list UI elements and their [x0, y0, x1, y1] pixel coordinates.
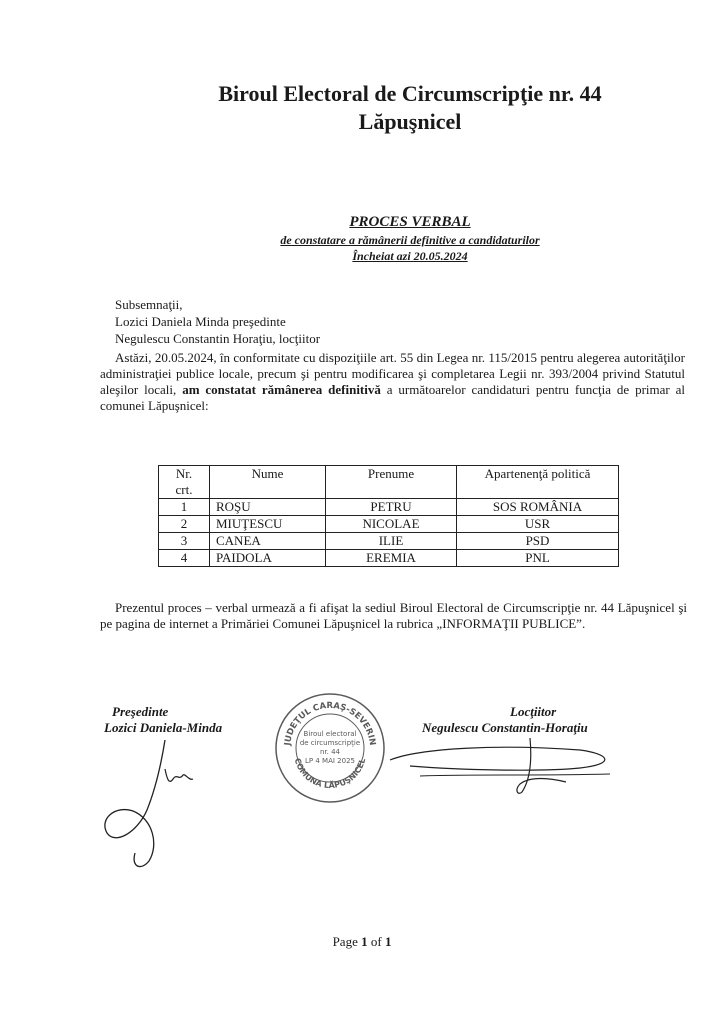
- footer-page-of: of: [367, 934, 385, 949]
- deputy-signature-scribble: [380, 730, 630, 800]
- table-row: [159, 550, 619, 567]
- cell-prenume: ILIE: [326, 533, 457, 550]
- body1-text-start: Astăzi, 20.05.2024, în conformitate cu dispoziţiile art. 55 din Legea nr. 115/2015 pentru alegerea autorităţilor administraţiei publice locale, precum şi pentru modificarea şi completarea Legii nr. 393/2004 privind Statutul aleşilor locali,: [100, 350, 685, 397]
- table-header-row: [159, 466, 619, 499]
- cell-nume: MIUŢESCU: [210, 516, 326, 533]
- stamp-outer-top: JUDEŢUL CARAŞ-SEVERIN: [283, 700, 378, 747]
- footer-page-current: 1: [361, 934, 368, 949]
- footer-page-prefix: Page: [332, 934, 362, 949]
- signature-left-role: Preşedinte: [112, 704, 169, 719]
- stamp-line4: LP 4 MAI 2025: [305, 757, 355, 765]
- proces-verbal-subtitle: de constatare a rămânerii definitive a candidaturilor: [280, 233, 540, 247]
- signature-left-name: Lozici Daniela-Minda: [104, 720, 223, 735]
- intro-president: Lozici Daniela Minda preşedinte: [115, 314, 286, 329]
- intro-subsemnatii: Subsemnaţii,: [115, 297, 183, 312]
- cell-prenume: PETRU: [326, 499, 457, 516]
- cell-nr: 3: [159, 533, 210, 550]
- stamp-line1: Biroul electoral: [303, 730, 357, 738]
- cell-prenume: NICOLAE: [326, 516, 457, 533]
- page-footer: [0, 934, 724, 950]
- cell-partid: PSD: [457, 533, 619, 550]
- body1-bold-text: am constatat rămânerea definitivă: [182, 382, 381, 397]
- stamp-line2: de circumscripţie: [299, 739, 361, 747]
- stamp-line3: nr. 44: [319, 748, 341, 756]
- proces-verbal-date: Încheiat azi 20.05.2024: [352, 249, 468, 263]
- cell-nume: CANEA: [210, 533, 326, 550]
- stamp-outer-bottom: COMUNA LĂPUŞNICEL: [292, 757, 368, 791]
- official-stamp-seal: [272, 690, 388, 806]
- table-row: [159, 499, 619, 516]
- cell-nr: 2: [159, 516, 210, 533]
- cell-nume: ROŞU: [210, 499, 326, 516]
- cell-nume: PAIDOLA: [210, 550, 326, 567]
- body-paragraph-1: [100, 350, 685, 414]
- candidates-table: [158, 465, 619, 567]
- document-title: Biroul Electoral de Circumscripţie nr. 44: [218, 81, 602, 106]
- header-apartenenta: Apartenenţă politică: [457, 466, 619, 499]
- table-row: [159, 533, 619, 550]
- document-locality: Lăpuşnicel: [358, 109, 462, 134]
- proces-verbal-heading: PROCES VERBAL: [349, 214, 471, 230]
- body-paragraph-2: [100, 600, 687, 632]
- president-signature-scribble: [95, 735, 225, 875]
- header-nr-line1: Nr.: [175, 466, 193, 481]
- cell-partid: PNL: [457, 550, 619, 567]
- body2-text: Prezentul proces – verbal urmează a fi afişat la sediul Biroul Electoral de Circumscripţie nr. 44 Lăpuşnicel şi pe pagina de internet a Primăriei Comunei Lăpuşnicel la rubrica „INFORMAŢII PUBLICE”.: [100, 600, 687, 631]
- intro-deputy: Negulescu Constantin Horaţiu, locţiitor: [115, 331, 321, 346]
- signature-right-role: Locţiitor: [510, 704, 557, 719]
- header-nume: Nume: [210, 466, 326, 499]
- body1-text-end: a următoarelor candidaturi pentru funcţia de primar al comunei Lăpuşnicel:: [100, 382, 685, 413]
- cell-nr: 4: [159, 550, 210, 567]
- signature-right-name: Negulescu Constantin-Horaţiu: [422, 720, 588, 735]
- header-nr: [159, 466, 210, 499]
- cell-partid: USR: [457, 516, 619, 533]
- cell-nr: 1: [159, 499, 210, 516]
- footer-page-total: 1: [384, 934, 392, 949]
- cell-prenume: EREMIA: [326, 550, 457, 567]
- cell-partid: SOS ROMÂNIA: [457, 499, 619, 516]
- header-prenume: Prenume: [326, 466, 457, 499]
- table-row: [159, 516, 619, 533]
- header-nr-line2: crt.: [175, 482, 193, 497]
